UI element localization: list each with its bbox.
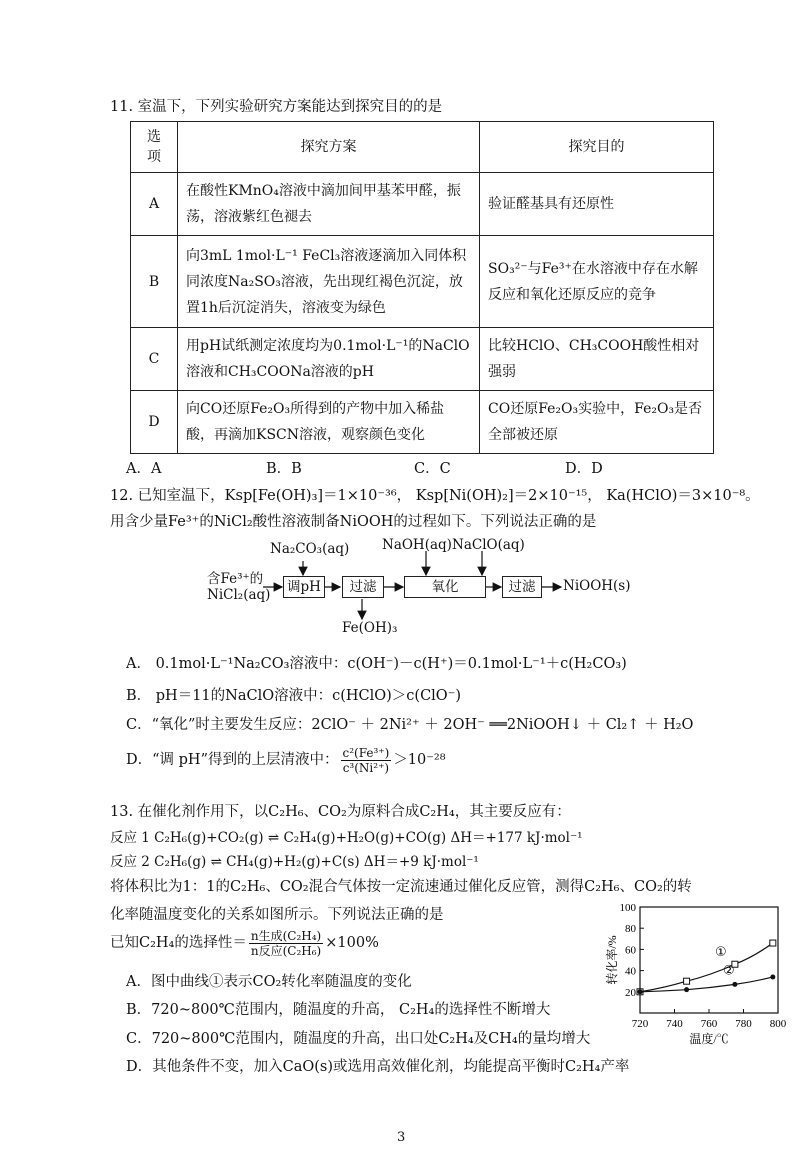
flow-box-adjust-ph: 调pH bbox=[283, 576, 325, 598]
table-row bbox=[131, 328, 714, 391]
row-goal: 比较HClO、CH₃COOH酸性相对强弱 bbox=[480, 328, 714, 391]
flow-product: NiOOH(s) bbox=[563, 578, 631, 594]
series-line-2 bbox=[640, 977, 773, 992]
series-point-1 bbox=[770, 940, 776, 946]
row-plan: 在酸性KMnO₄溶液中滴加间甲基苯甲醛，振荡，溶液紫红色褪去 bbox=[178, 173, 480, 236]
header-goal: 探究目的 bbox=[480, 122, 714, 173]
flow-reagent-naoh: NaOH(aq) bbox=[382, 537, 452, 553]
flow-box-oxidize: 氧化 bbox=[404, 576, 486, 598]
q13-reaction-1: 反应 1 C₂H₆(g)+CO₂(g) ⇌ C₂H₄(g)+H₂O(g)+CO(g) ΔH＝+177 kJ·mol⁻¹ bbox=[110, 830, 583, 846]
series-label-2: ② bbox=[723, 963, 735, 979]
q11-choice-b[interactable]: B．B bbox=[266, 461, 302, 477]
q13-stem-3: 化率随温度变化的关系如图所示。下列说法正确的是 bbox=[110, 907, 444, 923]
y-tick-label: 100 bbox=[619, 902, 636, 914]
y-axis-label: 转化率/% bbox=[605, 935, 619, 985]
flow-box-filter-2: 过滤 bbox=[502, 576, 542, 598]
x-axis-label: 温度/℃ bbox=[689, 1032, 729, 1046]
q13-selectivity-def: 已知C₂H₄的选择性＝ $\frac{\text{n生成(C₂H₄)}}{\text{n反应(C₂H₆)}}$ ×100% bbox=[110, 928, 379, 958]
q11-stem: 11. 室温下，下列实验研究方案能达到探究目的的是 bbox=[110, 99, 443, 115]
q13-stem-2: 将体积比为1：1的C₂H₆、CO₂混合气体按一定流速通过催化反应管，测得C₂H₆、CO₂的转 bbox=[110, 879, 692, 895]
y-tick-label: 80 bbox=[625, 923, 636, 936]
flow-start: 含Fe³⁺的 NiCl₂(aq) bbox=[207, 571, 271, 603]
row-plan: 用pH试纸测定浓度均为0.1mol·L⁻¹的NaClO溶液和CH₃COONa溶液的pH bbox=[178, 328, 480, 391]
x-tick-label: 780 bbox=[735, 1018, 752, 1030]
series-point-2 bbox=[638, 989, 643, 994]
header-option: 选 项 bbox=[131, 122, 178, 173]
series-point-2 bbox=[684, 987, 689, 992]
q13-reaction-2: 反应 2 C₂H₆(g) ⇌ CH₄(g)+H₂(g)+C(s) ΔH＝+9 kJ·mol⁻¹ bbox=[110, 854, 479, 870]
q13-stem-1: 13. 在催化剂作用下，以C₂H₆、CO₂为原料合成C₂H₄，其主要反应有： bbox=[110, 804, 571, 820]
q11-choice-d[interactable]: D．D bbox=[565, 461, 603, 477]
q12-stem-line1: 12. 已知室温下，Ksp[Fe(OH)₃]＝1×10⁻³⁶， Ksp[Ni(OH)₂]＝2×10⁻¹⁵， Ka(HClO)＝3×10⁻⁸。 bbox=[110, 488, 760, 504]
row-goal: 验证醛基具有还原性 bbox=[480, 173, 714, 236]
series-point-2 bbox=[732, 982, 737, 987]
row-option: A bbox=[131, 173, 178, 236]
series-label-1: ① bbox=[715, 945, 727, 961]
row-option: C bbox=[131, 328, 178, 391]
q12-d-fraction: $\frac{\text{c²(Fe³⁺)}}{\text{c³(Ni²⁺)}}$ bbox=[342, 745, 390, 775]
y-tick-label: 20 bbox=[625, 986, 636, 999]
header-plan: 探究方案 bbox=[178, 122, 480, 173]
page-number: 3 bbox=[397, 1130, 406, 1145]
row-goal: CO还原Fe₂O₃实验中，Fe₂O₃是否全部被还原 bbox=[480, 391, 714, 454]
q13-option-a[interactable]: A．图中曲线①表示CO₂转化率随温度的变化 bbox=[126, 974, 412, 990]
selectivity-fraction: $\frac{\text{n生成(C₂H₄)}}{\text{n反应(C₂H₆)}}$ bbox=[250, 928, 322, 958]
table-row bbox=[131, 173, 714, 236]
q11-choice-a[interactable]: A．A bbox=[126, 461, 162, 477]
x-tick-label: 800 bbox=[769, 1018, 787, 1030]
row-plan: 向CO还原Fe₂O₃所得到的产物中加入稀盐酸，再滴加KSCN溶液，观察颜色变化 bbox=[178, 391, 480, 454]
series-point-1 bbox=[684, 978, 690, 984]
conversion-chart bbox=[600, 895, 800, 1055]
x-tick-label: 760 bbox=[700, 1018, 718, 1030]
series-line-1 bbox=[640, 943, 773, 992]
x-tick-label: 720 bbox=[631, 1018, 649, 1030]
q12-option-b[interactable]: B． pH＝11的NaClO溶液中：c(HClO)＞c(ClO⁻) bbox=[126, 688, 462, 704]
row-plan: 向3mL 1mol·L⁻¹ FeCl₃溶液逐滴加入同体积同浓度Na₂SO₃溶液，先出现红褐色沉淀，放置1h后沉淀消失，溶液变为绿色 bbox=[178, 236, 480, 328]
table-row bbox=[131, 236, 714, 328]
row-goal: SO₃²⁻与Fe³⁺在水溶液中存在水解反应和氧化还原反应的竞争 bbox=[480, 236, 714, 328]
table-row bbox=[131, 391, 714, 454]
q13-option-c[interactable]: C．720~800℃范围内，随温度的升高，出口处C₂H₄及CH₄的量均增大 bbox=[126, 1031, 591, 1047]
q11-choice-c[interactable]: C．C bbox=[414, 461, 451, 477]
y-tick-label: 40 bbox=[625, 965, 636, 978]
flow-reagent-naclo: NaClO(aq) bbox=[452, 537, 525, 553]
flow-reagent-na2co3: Na₂CO₃(aq) bbox=[270, 541, 350, 557]
y-tick-label: 60 bbox=[625, 944, 636, 957]
row-option: B bbox=[131, 236, 178, 328]
q11-table bbox=[130, 121, 714, 454]
flow-byproduct: Fe(OH)₃ bbox=[342, 620, 398, 636]
series-point-2 bbox=[770, 974, 775, 979]
table-header-row bbox=[131, 122, 714, 173]
q13-option-b[interactable]: B．720~800℃范围内，随温度的升高， C₂H₄的选择性不断增大 bbox=[126, 1002, 551, 1018]
q12-option-c[interactable]: C．“氧化”时主要发生反应：2ClO⁻ ＋ 2Ni²⁺ ＋ 2OH⁻ ══2NiOOH↓ ＋ Cl₂↑ ＋ H₂O bbox=[126, 717, 694, 733]
q12-option-a[interactable]: A． 0.1mol·L⁻¹Na₂CO₃溶液中：c(OH⁻)－c(H⁺)＝0.1mol·L⁻¹＋c(H₂CO₃) bbox=[126, 656, 627, 672]
q13-option-d[interactable]: D．其他条件不变，加入CaO(s)或选用高效催化剂，均能提高平衡时C₂H₄产率 bbox=[126, 1059, 630, 1075]
flow-box-filter-1: 过滤 bbox=[342, 576, 384, 598]
row-option: D bbox=[131, 391, 178, 454]
x-tick-label: 740 bbox=[666, 1018, 683, 1030]
plot-frame bbox=[640, 907, 778, 1013]
q12-stem-line2: 用含少量Fe³⁺的NiCl₂酸性溶液制备NiOOH的过程如下。下列说法正确的是 bbox=[110, 514, 597, 530]
q12-option-d[interactable]: D．“调 pH”得到的上层清液中： $\frac{\text{c²(Fe³⁺)}}{\text{c³(Ni²⁺)}}$ ＞10⁻²⁸ bbox=[126, 745, 446, 775]
